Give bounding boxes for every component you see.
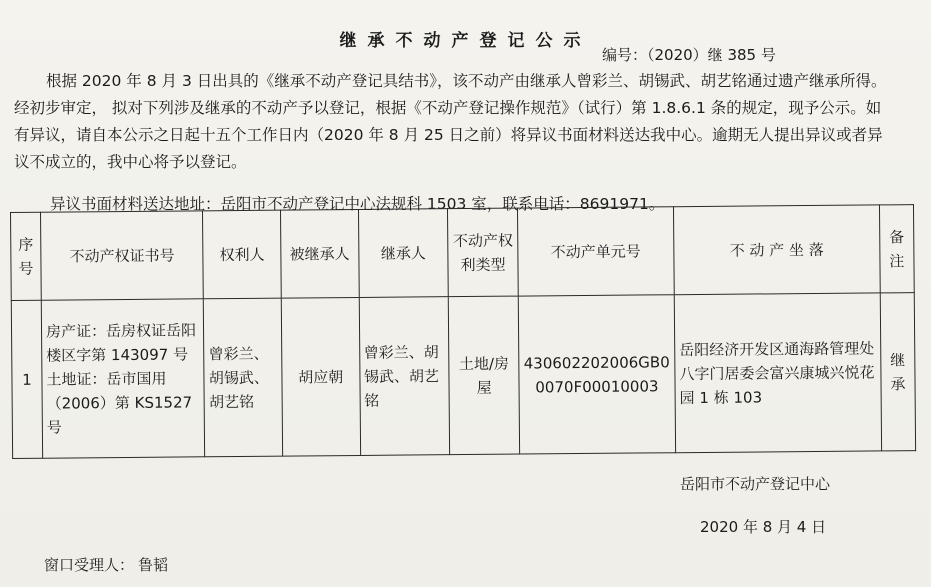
issuing-organization: 岳阳市不动产登记中心 (680, 475, 831, 493)
cell-right-type: 土地/房屋 (449, 296, 520, 455)
header-location: 不 动 产 坐 落 (673, 205, 880, 295)
header-right-type: 不动产权利类型 (448, 208, 518, 297)
handler-label: 窗口受理人： (44, 556, 135, 574)
registration-table (10, 204, 916, 459)
table-row (11, 293, 915, 459)
cell-unit-number: 430602202006GB00070F00010003 (518, 295, 676, 454)
header-unit-number: 不动产单元号 (517, 207, 674, 296)
document-number: 编号：（2020）继 385 号 (602, 46, 776, 64)
issue-date: 2020 年 8 月 4 日 (700, 518, 827, 536)
cell-holder: 曾彩兰、胡锡武、胡艺铭 (204, 298, 283, 457)
cell-location: 岳阳经济开发区通海路管理处八字门居委会富兴康城兴悦花园 1 栋 103 (674, 293, 881, 453)
handler-name: 鲁韬 (138, 556, 169, 574)
header-heir: 继承人 (358, 209, 449, 298)
header-seq: 序号 (11, 212, 42, 300)
page-title: 继承不动产登记公示 (339, 31, 592, 51)
window-handler (40, 554, 168, 575)
cell-note: 继承 (880, 293, 916, 451)
cell-seq: 1 (11, 300, 42, 458)
table-header-row (11, 205, 915, 301)
objection-address: 异议书面材料送达地址：岳阳市不动产登记中心法规科 1503 室，联系电话：8691971。 (50, 195, 665, 213)
cell-decedent: 胡应朝 (281, 297, 360, 456)
notice-body: 根据 2020 年 8 月 3 日出具的《继承不动产登记具结书》，该不动产由继承人曾彩兰、胡锡武、胡艺铭通过遗产继承所得。经初步审定， 拟对下列涉及继承的不动产予以登记，根据《不动产登记操作规范》（试行）第 1.8.6.1 条的规定，现予公示。如有异议，请自本公示之日起十五个工作日内（2020 年 8 月 25 日之前）将异议书面材料送达我中心。逾期无人提出异议或者异议不成立的，我中心将予以登记。 (14, 72, 887, 171)
cell-cert: 房产证：岳房权证岳阳楼区字第 143097 号土地证：岳市国用（2006）第 KS1527 号 (41, 299, 205, 458)
header-decedent: 被继承人 (280, 209, 358, 298)
header-cert: 不动产权证书号 (40, 211, 203, 300)
cell-heir: 曾彩兰、胡锡武、胡艺铭 (359, 297, 450, 456)
header-note: 备注 (879, 205, 914, 293)
header-holder: 权利人 (203, 210, 281, 299)
